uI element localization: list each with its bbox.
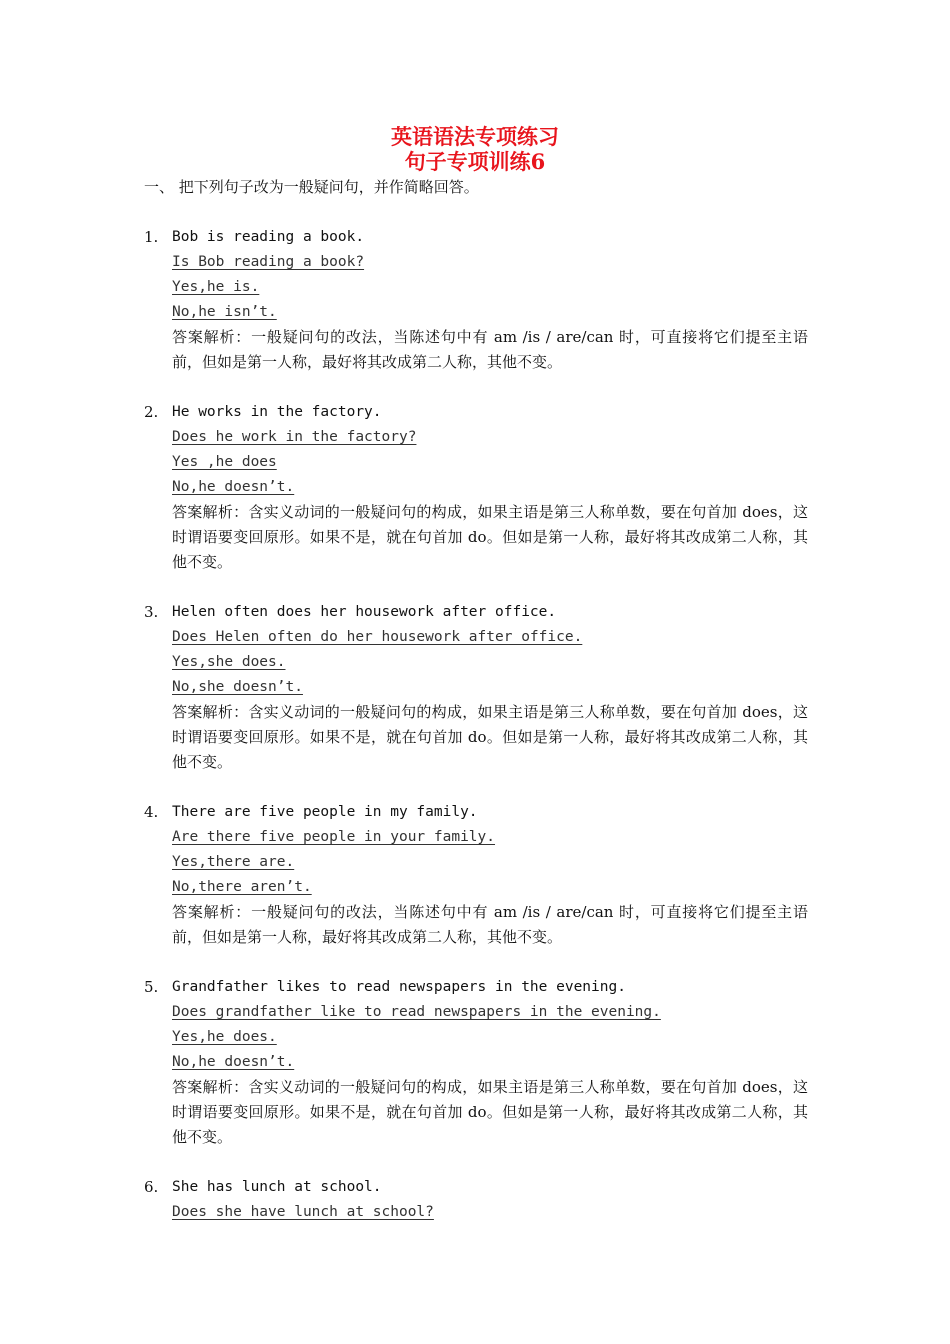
- question-item-6: [144, 1175, 814, 1225]
- original-sentence: She has lunch at school.: [172, 1179, 382, 1195]
- question-number: 6.: [144, 1178, 159, 1196]
- question-number: 3.: [144, 603, 159, 621]
- question-answer: Does grandfather like to read newspapers in the evening.: [172, 1004, 661, 1020]
- question-answer: Are there five people in your family.: [172, 829, 496, 845]
- no-answer: No,he isn’t.: [172, 304, 277, 320]
- question-answer: Does she have lunch at school?: [172, 1204, 434, 1220]
- yes-answer: Yes,there are.: [172, 854, 295, 870]
- no-answer: No,there aren’t.: [172, 879, 312, 895]
- question-item-5: [144, 975, 814, 1150]
- question-answer: Is Bob reading a book?: [172, 254, 365, 270]
- question-number: 1.: [144, 228, 159, 246]
- original-sentence: Helen often does her housework after office.: [172, 604, 557, 620]
- answer-analysis: 答案解析：含实义动词的一般疑问句的构成，如果主语是第三人称单数，要在句首加 does，这时谓语要变回原形。如果不是，就在句首加 do。但如是第一人称，最好将其改成第二人称，其他不变。: [172, 503, 808, 571]
- answer-analysis: 答案解析：含实义动词的一般疑问句的构成，如果主语是第三人称单数，要在句首加 does，这时谓语要变回原形。如果不是，就在句首加 do。但如是第一人称，最好将其改成第二人称，其他不变。: [172, 1078, 808, 1146]
- question-item-3: [144, 600, 814, 775]
- question-number: 5.: [144, 978, 159, 996]
- question-list: [144, 225, 814, 1250]
- original-sentence: Bob is reading a book.: [172, 229, 365, 245]
- original-sentence: There are five people in my family.: [172, 804, 478, 820]
- no-answer: No,she doesn’t.: [172, 679, 303, 695]
- question-item-4: [144, 800, 814, 950]
- question-item-1: [144, 225, 814, 375]
- answer-analysis: 答案解析：含实义动词的一般疑问句的构成，如果主语是第三人称单数，要在句首加 does，这时谓语要变回原形。如果不是，就在句首加 do。但如是第一人称，最好将其改成第二人称，其他不变。: [172, 703, 808, 771]
- original-sentence: He works in the factory.: [172, 404, 382, 420]
- title-line-2: 句子专项训练6: [404, 149, 546, 174]
- title-line-1: 英语语法专项练习: [391, 124, 559, 149]
- question-answer: Does Helen often do her housework after office.: [172, 629, 583, 645]
- no-answer: No,he doesn’t.: [172, 479, 295, 495]
- no-answer: No,he doesn’t.: [172, 1054, 295, 1070]
- question-item-2: [144, 400, 814, 575]
- section-instruction: 一、 把下列句子改为一般疑问句，并作简略回答。: [144, 178, 479, 196]
- yes-answer: Yes,he is.: [172, 279, 260, 295]
- answer-analysis: 答案解析：一般疑问句的改法，当陈述句中有 am /is / are/can 时，可直接将它们提至主语前，但如是第一人称，最好将其改成第二人称，其他不变。: [172, 328, 808, 371]
- question-answer: Does he work in the factory?: [172, 429, 417, 445]
- question-number: 4.: [144, 803, 159, 821]
- document-title: [0, 124, 950, 174]
- question-number: 2.: [144, 403, 159, 421]
- yes-answer: Yes,he does.: [172, 1029, 277, 1045]
- answer-analysis: 答案解析：一般疑问句的改法，当陈述句中有 am /is / are/can 时，可直接将它们提至主语前，但如是第一人称，最好将其改成第二人称，其他不变。: [172, 903, 808, 946]
- original-sentence: Grandfather likes to read newspapers in the evening.: [172, 979, 626, 995]
- yes-answer: Yes,she does.: [172, 654, 286, 670]
- yes-answer: Yes ,he does: [172, 454, 277, 470]
